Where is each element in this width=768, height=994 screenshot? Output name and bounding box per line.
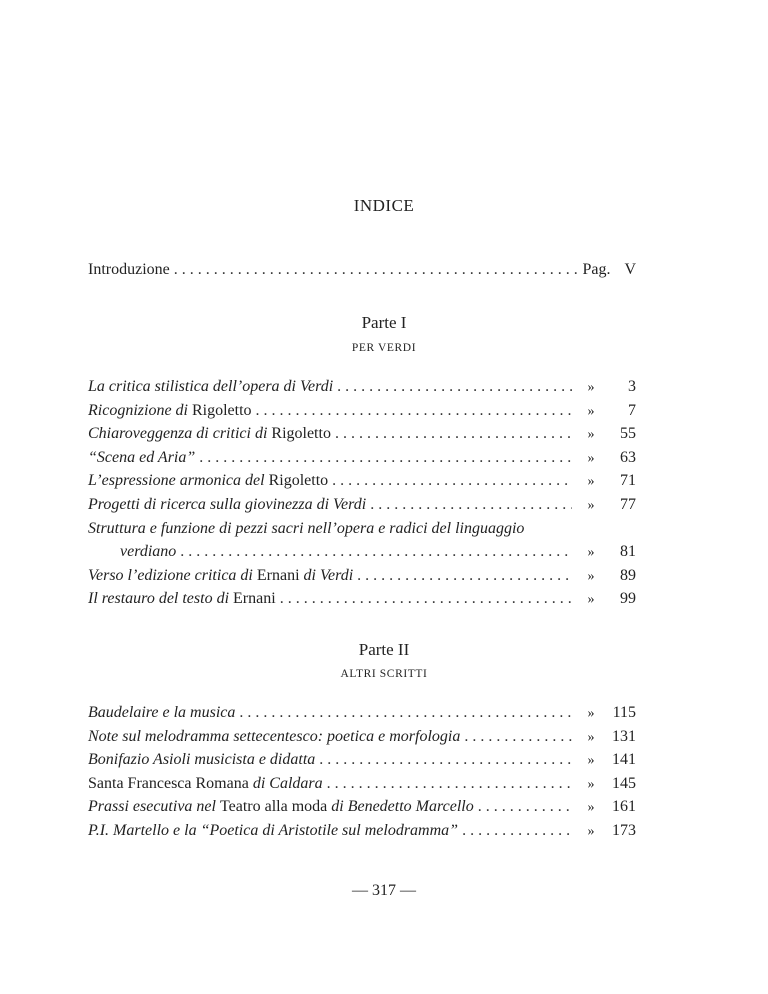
dot-leader [174,258,579,282]
page-number: 99 [620,590,636,608]
entry-title [88,422,331,446]
title-segment: Bonifazio Asioli musicista e didatta [88,751,316,769]
part-subheading: ALTRI SCRITTI [340,668,428,680]
title-segment: Struttura e funzione di pezzi sacri nell’opera e radici del linguaggio [88,519,525,537]
toc-entry [88,399,636,423]
page-number: 71 [620,472,636,490]
title-segment: Ernani [256,566,300,584]
toc-entry [88,517,636,541]
page-marker: » [587,753,595,769]
title-segment: Rigoletto [268,472,329,490]
toc-entry [88,748,636,772]
page-marker: » [587,776,595,792]
toc-entry [88,772,636,796]
title-segment: di Verdi [299,566,354,584]
toc-entry [88,701,636,725]
toc-section [88,701,636,843]
entry-title [88,375,333,399]
title-segment: Progetti di ricerca sulla giovinezza di Verdi [88,495,367,513]
page-number: 77 [620,495,636,513]
part-heading: Parte II [358,640,410,659]
toc-section [88,375,636,611]
page-marker: Pag. [582,261,611,278]
title-segment: La critica stilistica dell’opera di Verdi [88,378,334,395]
entry-title [88,469,328,493]
entry-title [88,725,460,749]
page-marker: » [587,729,595,745]
page-number: 131 [612,727,636,745]
part-heading: Parte I [361,313,407,332]
page-marker: » [587,380,595,395]
dot-leader [337,375,572,399]
entry-title [88,517,524,541]
title-segment: L’espressione armonica del [88,472,269,490]
page-marker: » [587,497,595,513]
dot-leader [199,446,572,470]
toc-entry [88,469,636,493]
dot-leader [280,587,572,611]
page-title: INDICE [353,196,415,215]
toc-entry [88,258,636,282]
title-segment: Prassi esecutiva nel [88,798,220,816]
title-segment: Il restauro del testo di [88,590,234,608]
dot-leader [239,701,572,725]
page-number: 141 [612,751,636,769]
toc-entry [88,564,636,588]
title-segment: Note sul melodramma settecentesco: poetica e morfologia [88,727,461,745]
dot-leader [332,469,572,493]
dot-leader [478,795,572,819]
page-number: 3 [628,378,636,395]
entry-title-continued [88,540,176,564]
dot-leader [256,399,572,423]
page-marker: » [587,568,595,584]
page-marker: » [587,427,595,443]
dot-leader [370,493,572,517]
page-number: 63 [620,448,636,466]
entry-title [88,399,252,423]
page-footer: — 317 — [352,882,416,899]
page-number: 115 [612,704,636,721]
page-marker: » [587,800,595,816]
page-number: 81 [620,543,636,561]
title-segment: “Scena ed Aria” [88,448,196,466]
toc-entry [88,819,636,843]
dot-leader [464,725,572,749]
page-number: 89 [620,566,636,584]
entry-title [88,748,315,772]
entry-title [88,564,353,588]
title-segment: Ernani [233,590,276,608]
page-marker: » [587,545,595,561]
title-segment: Rigoletto [191,401,252,419]
toc-entry [88,422,636,446]
page-number: 55 [620,425,636,443]
toc-entry [88,493,636,517]
entry-title: Introduzione [88,261,170,278]
entry-title [88,446,195,470]
title-segment: Ricognizione di [88,401,192,419]
page-marker: » [587,450,595,466]
page-number: 161 [612,798,636,816]
page-marker: » [587,823,595,839]
title-segment: Rigoletto [271,425,331,443]
toc-entry [88,587,636,611]
page-marker: » [587,706,595,721]
entry-title [88,795,474,819]
page-number: 7 [628,401,636,419]
page-number: V [624,261,636,278]
dot-leader [357,564,572,588]
title-segment: verdiano [120,543,177,561]
title-segment: di Caldara [248,774,323,792]
toc-entry [88,446,636,470]
title-segment: Verso l’edizione critica di [88,566,257,584]
dot-leader [462,819,572,843]
page-marker: » [587,592,595,608]
toc-entry-continued [88,540,636,564]
page-number: 173 [612,821,636,839]
toc-entry [88,375,636,399]
dot-leader [319,748,572,772]
page-marker: » [587,403,595,419]
title-segment: Santa Francesca Romana [88,774,249,792]
entry-title [88,587,276,611]
title-segment: P.I. Martello e la “Poetica di Aristotile sul melodramma” [88,821,459,839]
entry-title [88,772,323,796]
title-segment: di Benedetto Marcello [327,798,474,816]
title-segment: Chiaroveggenza di critici di [88,425,272,443]
page-marker: » [587,474,595,490]
dot-leader [327,772,572,796]
entry-title [88,493,366,517]
title-segment: Teatro alla moda [219,798,328,816]
dot-leader [180,540,572,564]
page-number: 145 [612,774,636,792]
title-segment: Baudelaire e la musica [88,704,236,721]
toc-entry [88,725,636,749]
toc-introduction [88,258,636,282]
entry-title [88,701,235,725]
dot-leader [335,422,572,446]
entry-title [88,819,458,843]
part-subheading: PER VERDI [351,342,417,354]
toc-entry [88,795,636,819]
